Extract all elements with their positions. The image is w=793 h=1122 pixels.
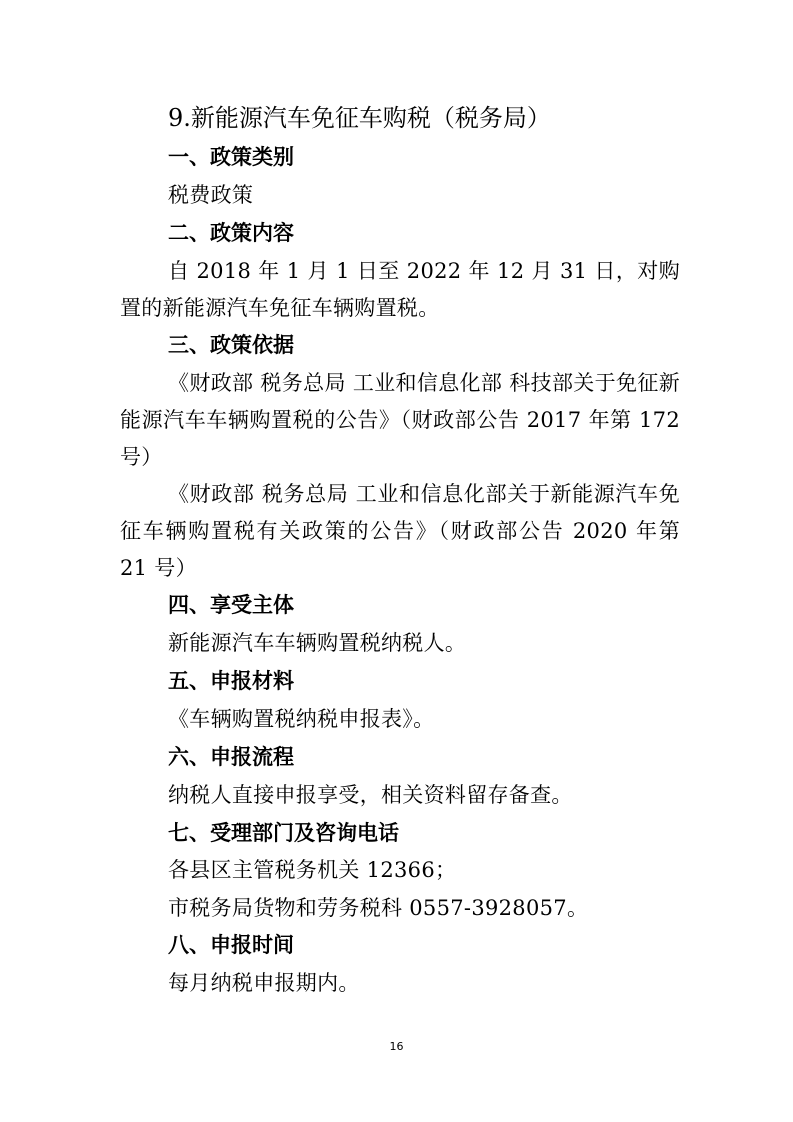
section-heading-beneficiary: 四、享受主体: [168, 593, 294, 617]
section-heading-declaration-time: 八、申报时间: [168, 933, 294, 957]
materials-text: 《车辆购置税纳税申报表》。: [168, 707, 435, 731]
contact-city-tax-bureau: 市税务局货物和劳务税科 0557-3928057。: [168, 896, 589, 920]
section-heading-process: 六、申报流程: [168, 745, 294, 769]
policy-basis-item-1: 《财政部 税务总局 工业和信息化部 科技部关于免征新能源汽车车辆购置税的公告》（财政部公告 2017 年第 172 号）: [120, 371, 680, 469]
document-title: 9.新能源汽车免征车购税（税务局）: [168, 104, 551, 132]
declaration-time-text: 每月纳税申报期内。: [168, 971, 360, 995]
policy-basis-item-2: 《财政部 税务总局 工业和信息化部关于新能源汽车免征车辆购置税有关政策的公告》（财政部公告 2020 年第 21 号）: [120, 482, 680, 580]
beneficiary-text: 新能源汽车车辆购置税纳税人。: [168, 631, 467, 655]
contact-county-tax-offices: 各县区主管税务机关 12366；: [168, 858, 457, 882]
policy-content-text: 自 2018 年 1 月 1 日至 2022 年 12 月 31 日，对购置的新能源汽车免征车辆购置税。: [120, 259, 680, 320]
policy-category-text: 税费政策: [168, 183, 254, 207]
section-heading-materials: 五、申报材料: [168, 669, 294, 693]
section-heading-departments-contact: 七、受理部门及咨询电话: [168, 821, 399, 845]
section-heading-policy-category: 一、政策类别: [168, 145, 294, 169]
section-heading-policy-content: 二、政策内容: [168, 221, 294, 245]
page-number: 16: [389, 1040, 404, 1053]
section-heading-policy-basis: 三、政策依据: [168, 333, 294, 357]
process-text: 纳税人直接申报享受，相关资料留存备查。: [168, 783, 573, 807]
